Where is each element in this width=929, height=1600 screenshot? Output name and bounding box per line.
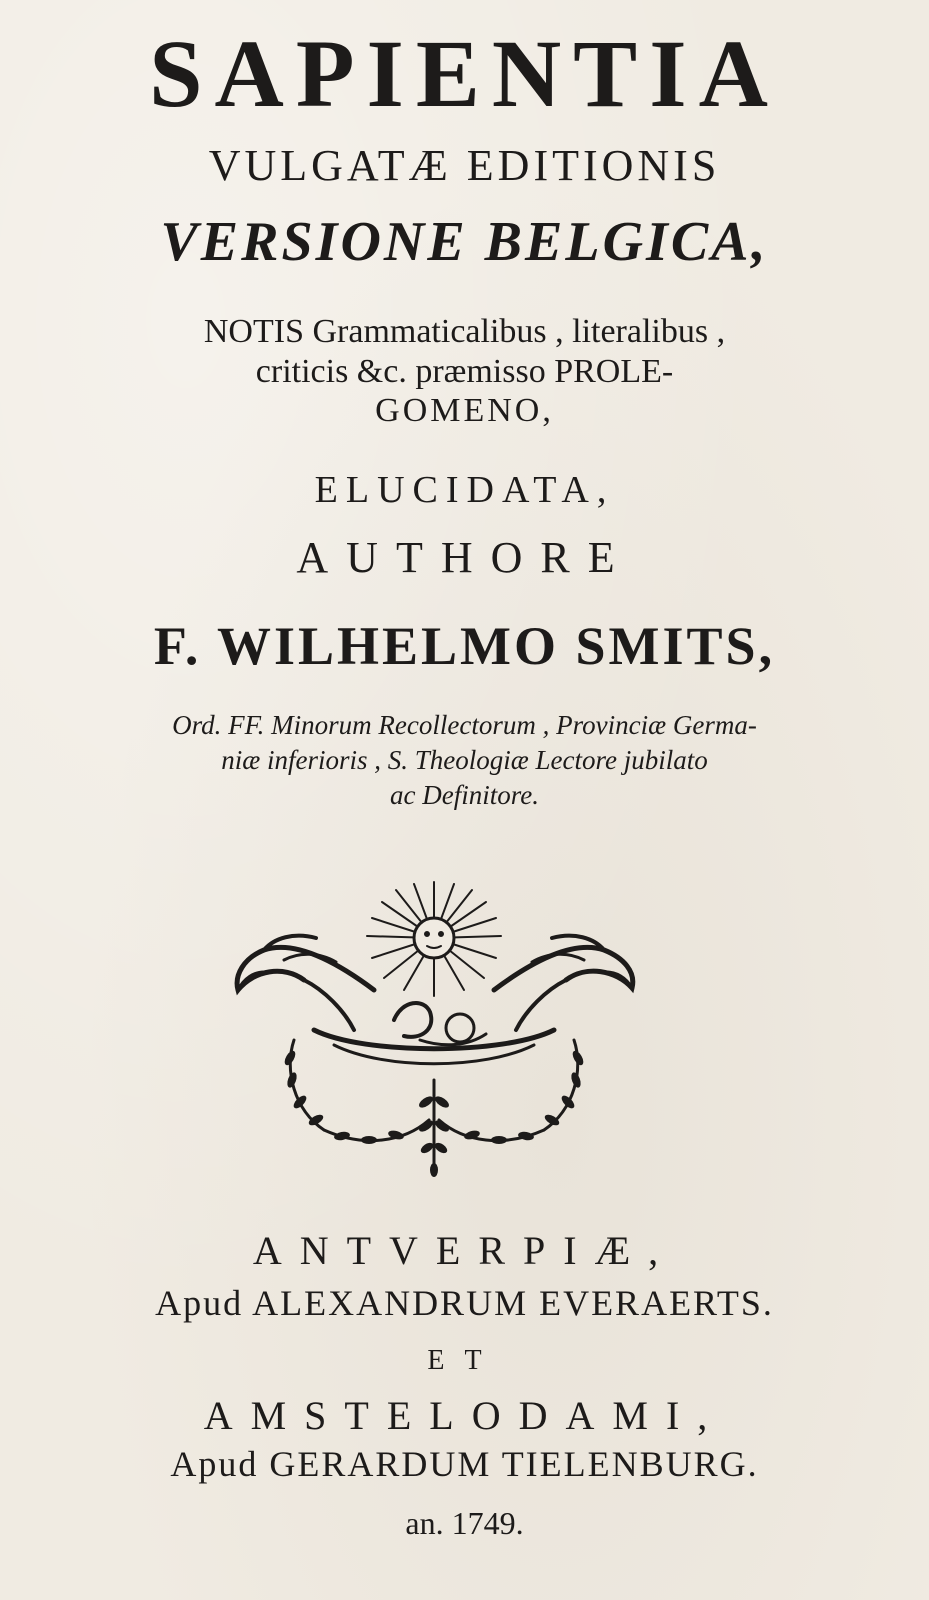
notes-line-3: GOMENO, <box>375 392 554 429</box>
book-title: SAPIENTIA <box>149 20 780 127</box>
authore-line: AUTHORE <box>296 533 633 582</box>
version-line: VERSIONE BELGICA, <box>160 211 769 273</box>
city-antverpiae: ANTVERPIÆ, <box>252 1228 677 1273</box>
publisher-everaerts: Apud ALEXANDRUM EVERAERTS. <box>155 1283 774 1323</box>
order-line-1: Ord. FF. Minorum Recollectorum , Provinciæ Germa- <box>172 710 757 740</box>
publisher-tielenburg: Apud GERARDUM TIELENBURG. <box>170 1444 759 1484</box>
order-line-2: niæ inferioris , S. Theologiæ Lectore jubilato <box>221 745 708 775</box>
sun-face-flourish-ornament-icon <box>224 880 664 1180</box>
order-line-3: ac Definitore. <box>390 780 539 810</box>
city-amstelodami: AMSTELODAMI, <box>203 1393 726 1438</box>
elucidata-line: ELUCIDATA, <box>314 469 615 511</box>
notes-line-1: NOTIS Grammaticalibus , literalibus , <box>203 313 726 350</box>
et-line: ET <box>427 1345 502 1376</box>
publication-year: an. 1749. <box>405 1505 524 1541</box>
notes-line-2: criticis &c. præmisso PROLE- <box>255 353 674 390</box>
author-name: F. WILHELMO SMITS, <box>153 616 776 676</box>
book-subtitle: VULGATÆ EDITIONIS <box>208 141 721 190</box>
